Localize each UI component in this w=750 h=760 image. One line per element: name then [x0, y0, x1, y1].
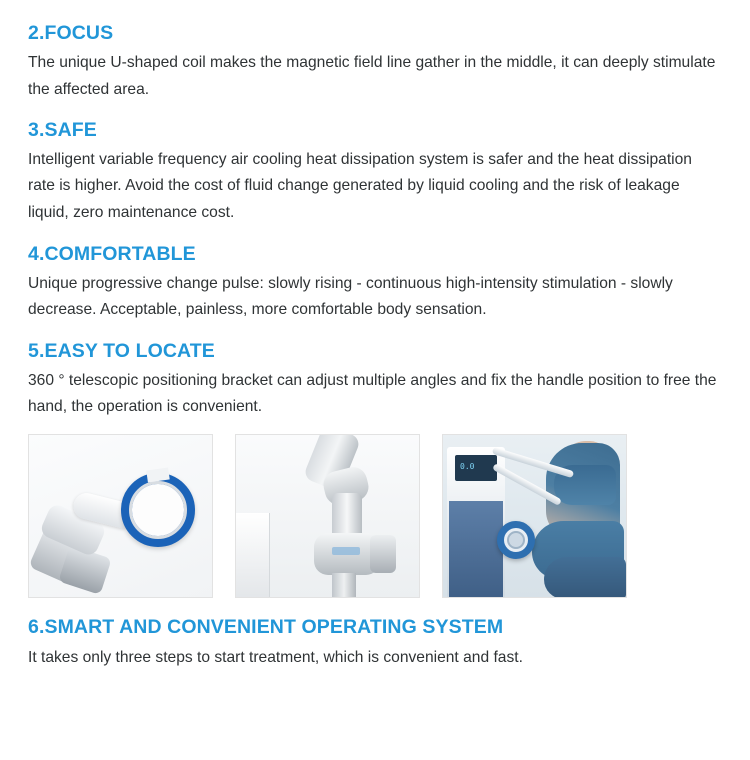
section-focus	[28, 22, 722, 103]
section-title-comfortable: 4.COMFORTABLE	[28, 242, 196, 265]
therapy-machine-base	[449, 501, 503, 598]
section-title-focus: 2.FOCUS	[28, 22, 114, 44]
section-safe	[28, 119, 722, 226]
bracket-lower-neck	[332, 573, 356, 598]
section-body-operating-system: It takes only three steps to start treatment, which is convenient and fast.	[28, 648, 523, 666]
section-body-safe: Intelligent variable frequency air cooling heat dissipation system is safer and the heat dissipation rate is higher. Avoid the cost of fluid change generated by liquid cooling and the risk of leakage liquid, zero maintenance cost.	[28, 151, 692, 221]
machine-display-value: 0.0	[460, 462, 475, 472]
bracket-logo-tag	[332, 547, 360, 555]
device-panel-edge	[236, 513, 270, 598]
section-comfortable	[28, 243, 722, 324]
section-title-safe: 3.SAFE	[28, 118, 97, 141]
section-easy-to-locate	[28, 340, 722, 421]
product-image-gallery	[28, 434, 722, 598]
section-body-focus: The unique U-shaped coil makes the magnetic field line gather in the middle, it can deeply stimulate the affected area.	[28, 54, 716, 98]
section-title-easy-to-locate: 5.EASY TO LOCATE	[28, 339, 215, 362]
product-image-telescopic-bracket	[235, 434, 420, 598]
section-operating-system	[28, 616, 722, 671]
coil-ring-inner-icon	[129, 481, 187, 539]
bracket-head-disc	[370, 535, 396, 573]
product-image-treatment-photo	[442, 434, 627, 598]
section-body-easy-to-locate: 360 ° telescopic positioning bracket can adjust multiple angles and fix the handle position to free the hand, the operation is convenient.	[28, 372, 717, 416]
section-body-comfortable: Unique progressive change pulse: slowly rising - continuous high-intensity stimulation - slowly decrease. Acceptable, painless, more comfortable body sensation.	[28, 275, 673, 319]
product-image-handle-coil	[28, 434, 213, 598]
section-title-operating-system: 6.SMART AND CONVENIENT OPERATING SYSTEM	[28, 616, 504, 639]
patient-leg-lower	[544, 557, 626, 598]
